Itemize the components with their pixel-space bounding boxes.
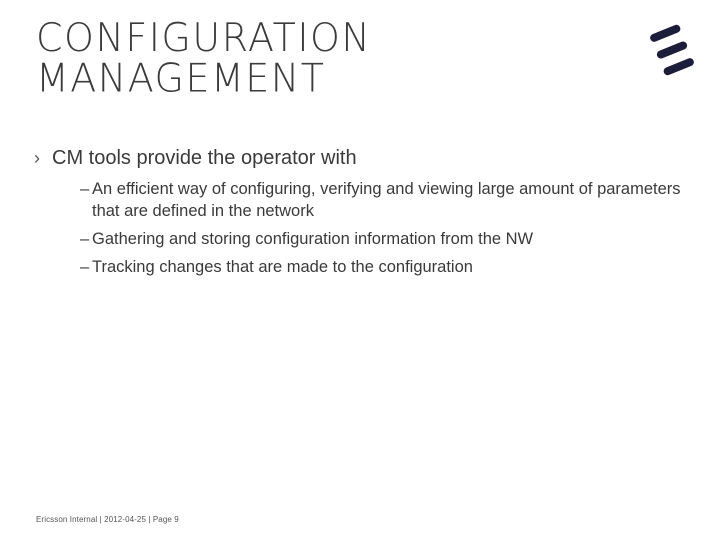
- bullet-chevron-icon: ›: [34, 148, 40, 168]
- dash-icon: –: [80, 180, 90, 198]
- title-line-1: CONFIGURATION: [36, 15, 372, 61]
- sub-bullet-text: Gathering and storing configuration information from the NW: [92, 230, 534, 248]
- sub-bullet-text: Tracking changes that are made to the configuration: [92, 258, 473, 276]
- dash-icon: –: [80, 230, 90, 248]
- slide-title: [36, 17, 371, 99]
- bullet-item: [34, 146, 694, 170]
- slide-body: [34, 146, 694, 284]
- sub-bullet-item: [80, 178, 694, 222]
- ericsson-logo-icon: [648, 22, 696, 78]
- title-line-2: MANAGEMENT: [36, 55, 326, 101]
- slide-footer: Ericsson Internal | 2012-04-25 | Page 9: [36, 515, 179, 524]
- sub-bullet-item: [80, 256, 694, 278]
- sub-bullet-list: [80, 178, 694, 278]
- sub-bullet-text: An efficient way of configuring, verifying and viewing large amount of parameters that are defined in the network: [92, 180, 681, 220]
- dash-icon: –: [80, 258, 90, 276]
- bullet-text: CM tools provide the operator with: [52, 147, 357, 169]
- sub-bullet-item: [80, 228, 694, 250]
